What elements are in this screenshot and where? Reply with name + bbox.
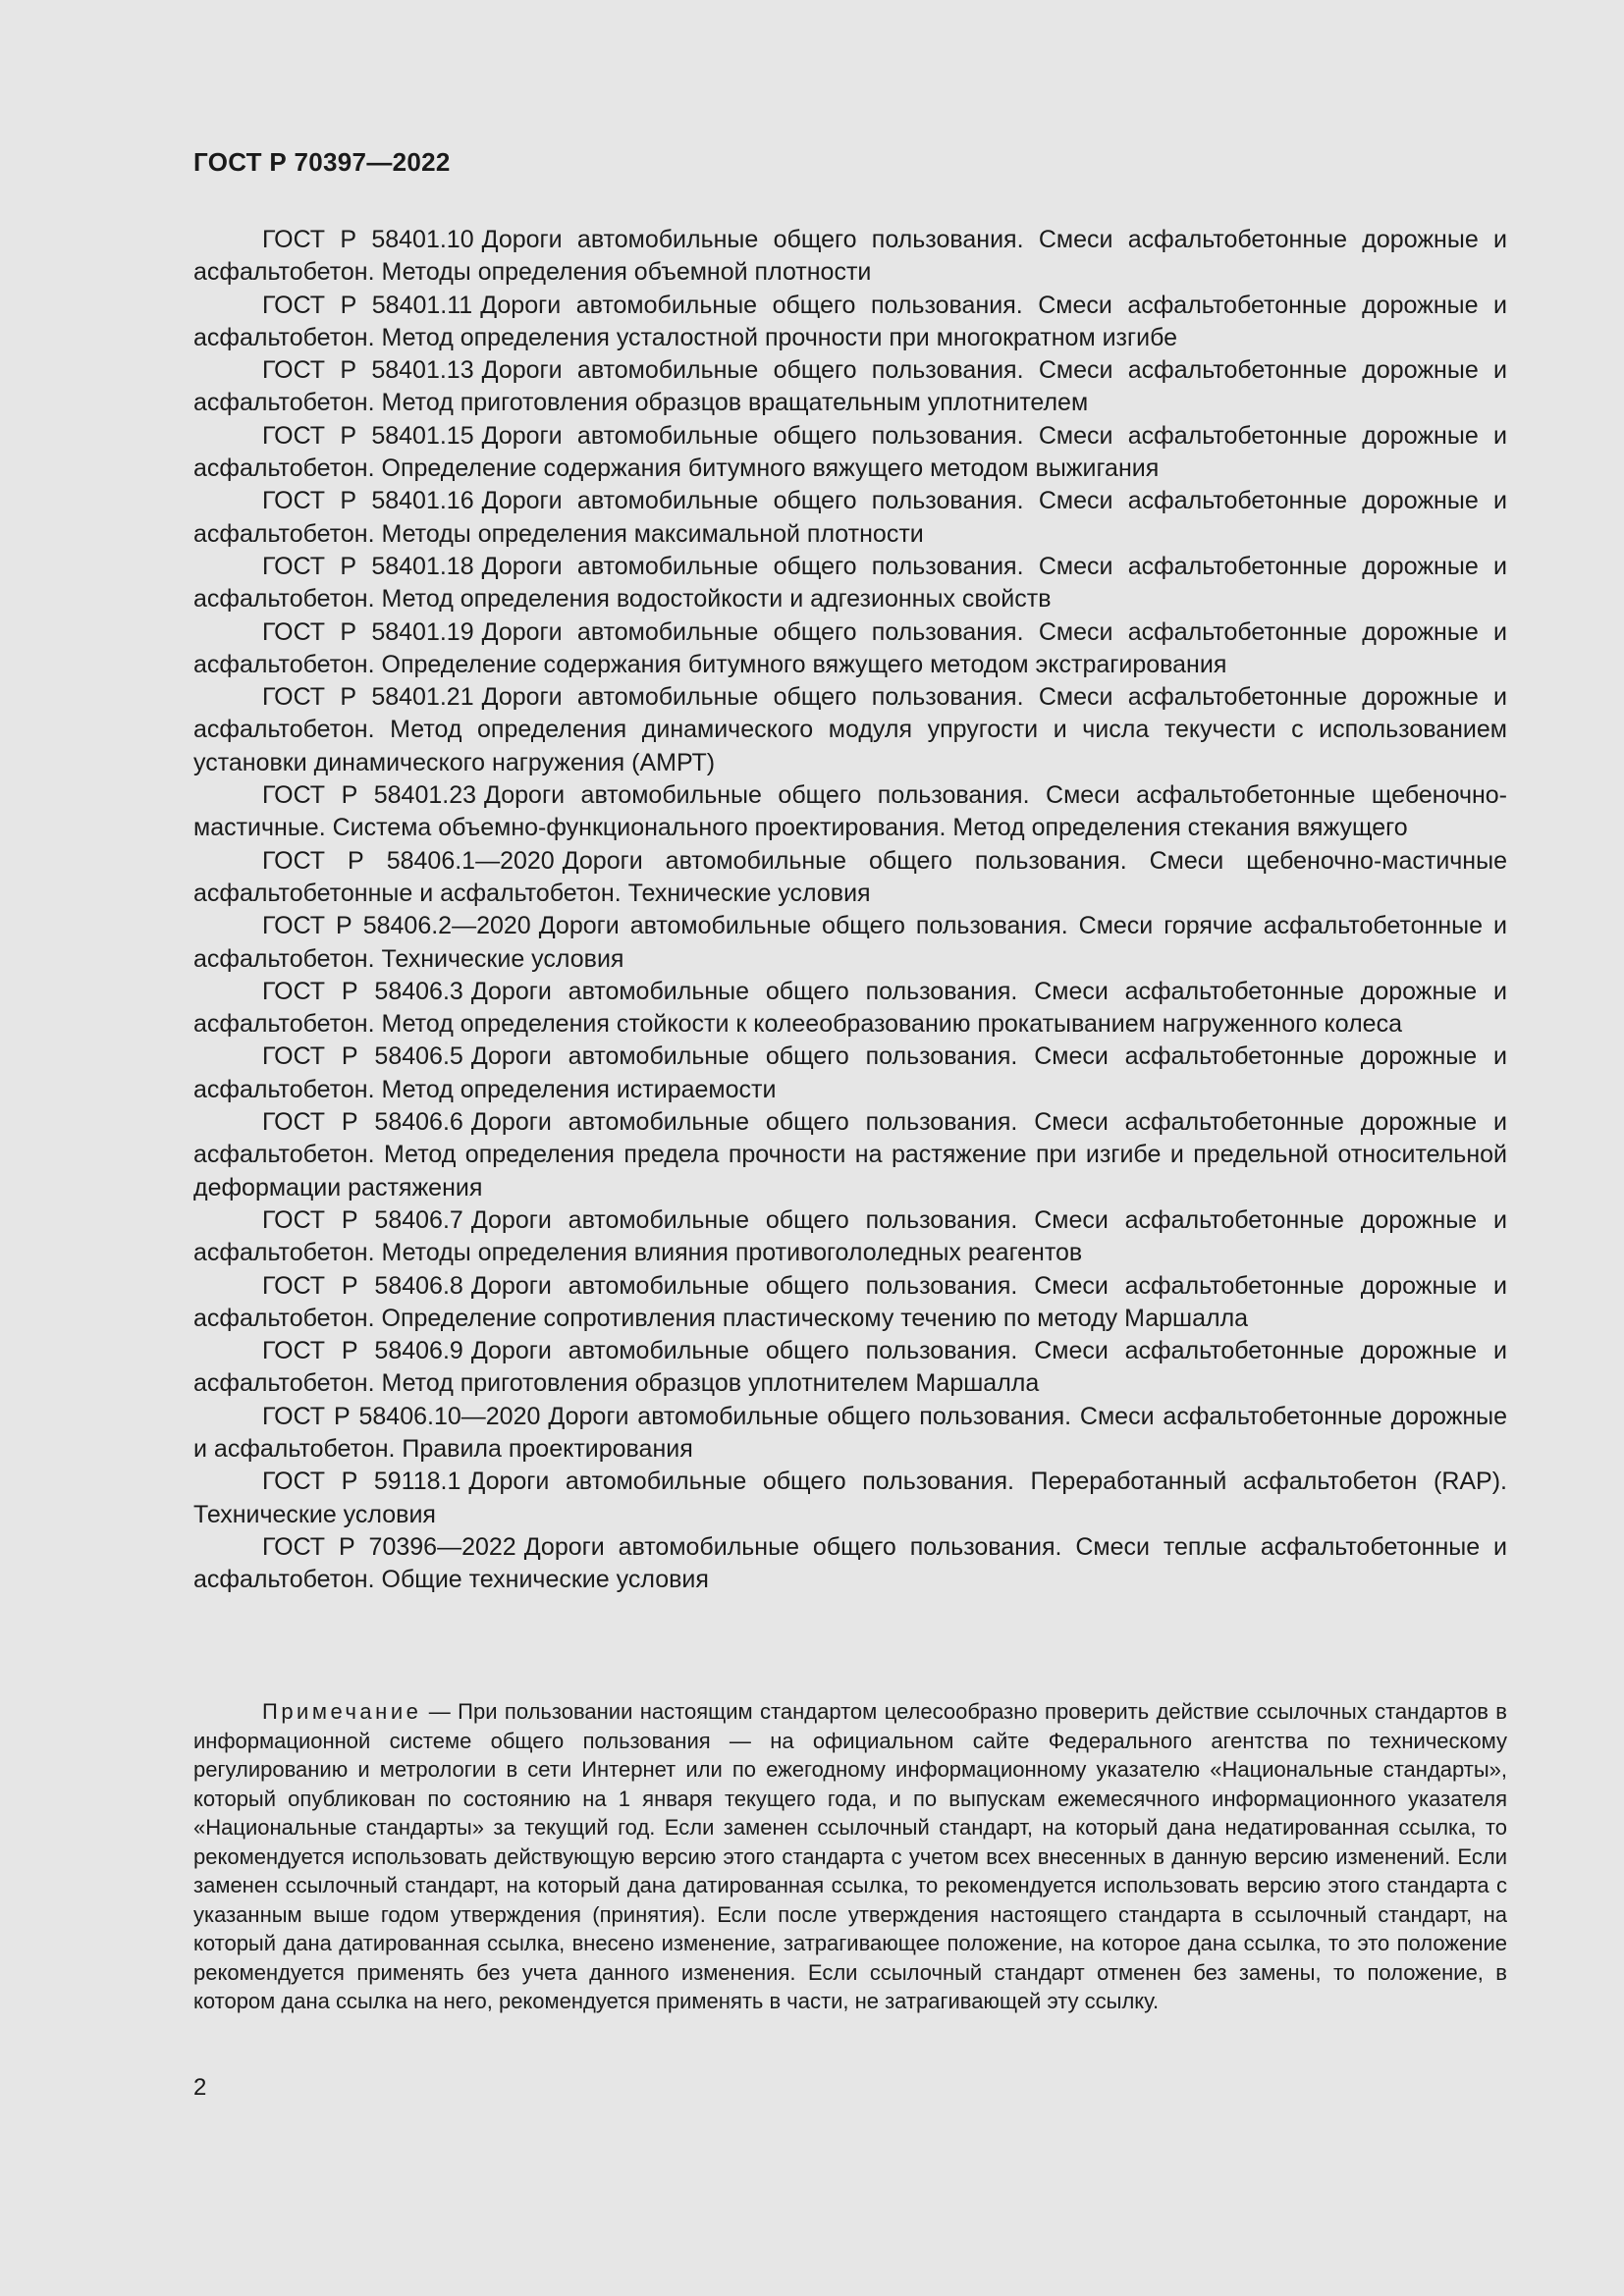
reference-item bbox=[193, 1041, 1507, 1106]
reference-item bbox=[193, 1401, 1507, 1467]
reference-title: Дороги автомобильные общего пользования. Смеси асфальтобетонные щебеночно-мастичные. Система объемно-функционального проектирования. Метод определения стекания вяжущего bbox=[193, 781, 1508, 842]
note-label: Примечание bbox=[262, 1699, 422, 1724]
reference-code: ГОСТ Р 58401.21 bbox=[262, 683, 474, 712]
reference-title: Дороги автомобильные общего пользования. Смеси асфальтобетонные дорожные и асфальтобетон. Метод определения динамического модуля упругости и числа текучести с использованием установки динамического нагружения (АМРТ) bbox=[193, 683, 1507, 776]
reference-item bbox=[193, 1270, 1507, 1336]
reference-code: ГОСТ Р 58401.15 bbox=[262, 421, 474, 450]
reference-item bbox=[193, 420, 1507, 486]
reference-code: ГОСТ Р 58406.10—2020 bbox=[262, 1402, 541, 1430]
reference-code: ГОСТ Р 58401.23 bbox=[262, 781, 477, 810]
reference-code: ГОСТ Р 58406.7 bbox=[262, 1205, 463, 1234]
reference-code: ГОСТ Р 58406.2—2020 bbox=[262, 912, 531, 940]
reference-item bbox=[193, 976, 1507, 1041]
reference-code: ГОСТ Р 70396—2022 bbox=[262, 1532, 516, 1561]
reference-item bbox=[193, 845, 1507, 911]
reference-title: Дороги автомобильные общего пользования. Смеси асфальтобетонные дорожные и асфальтобетон. Определение сопротивления пластическому течению по методу Маршалла bbox=[193, 1271, 1507, 1332]
reference-code: ГОСТ Р 58406.6 bbox=[262, 1108, 463, 1137]
normative-references-list bbox=[193, 224, 1507, 1596]
reference-item bbox=[193, 354, 1507, 420]
note-paragraph bbox=[193, 1697, 1507, 2016]
reference-item bbox=[193, 681, 1507, 779]
reference-title: Дороги автомобильные общего пользования. Переработанный асфальтобетон (RAP). Технические условия bbox=[193, 1468, 1508, 1528]
reference-item bbox=[193, 1204, 1507, 1270]
reference-title: Дороги автомобильные общего пользования. Смеси асфальтобетонные дорожные и асфальтобетон. Метод определения истираемости bbox=[193, 1042, 1507, 1103]
reference-item bbox=[193, 1106, 1507, 1204]
reference-title: Дороги автомобильные общего пользования. Смеси асфальтобетонные дорожные и асфальтобетон. Метод определения водостойкости и адгезионных свойств bbox=[193, 552, 1507, 614]
reference-item bbox=[193, 779, 1507, 845]
reference-code: ГОСТ Р 58401.18 bbox=[262, 552, 474, 580]
reference-item bbox=[193, 910, 1507, 976]
reference-item bbox=[193, 551, 1507, 616]
reference-title: Дороги автомобильные общего пользования. Смеси горячие асфальтобетонные и асфальтобетон. Технические условия bbox=[193, 912, 1507, 973]
reference-code: ГОСТ Р 58401.11 bbox=[262, 291, 473, 319]
reference-title: Дороги автомобильные общего пользования. Смеси асфальтобетонные дорожные и асфальтобетон. Метод определения усталостной прочности при многократном изгибе bbox=[193, 291, 1508, 351]
reference-code: ГОСТ Р 58401.19 bbox=[262, 617, 474, 646]
reference-title: Дороги автомобильные общего пользования. Смеси асфальтобетонные дорожные и асфальтобетон. Определение содержания битумного вяжущего методом выжигания bbox=[193, 421, 1507, 483]
reference-code: ГОСТ Р 58406.1—2020 bbox=[262, 846, 555, 875]
reference-title: Дороги автомобильные общего пользования. Смеси асфальтобетонные дорожные и асфальтобетон. Метод определения предела прочности на растяжение при изгибе и предельной относительной деформации растяжения bbox=[193, 1108, 1507, 1201]
reference-item bbox=[193, 224, 1507, 290]
reference-code: ГОСТ Р 58406.3 bbox=[262, 977, 463, 1005]
reference-code: ГОСТ Р 58406.5 bbox=[262, 1042, 463, 1071]
reference-title: Дороги автомобильные общего пользования. Смеси асфальтобетонные дорожные и асфальтобетон. Метод приготовления образцов вращательным уплотнителем bbox=[193, 356, 1507, 417]
reference-title: Дороги автомобильные общего пользования. Смеси асфальтобетонные дорожные и асфальтобетон. Метод приготовления образцов уплотнителем Маршалла bbox=[193, 1337, 1507, 1398]
reference-code: ГОСТ Р 58406.9 bbox=[262, 1337, 463, 1365]
reference-code: ГОСТ Р 59118.1 bbox=[262, 1468, 461, 1496]
reference-item bbox=[193, 485, 1507, 551]
reference-title: Дороги автомобильные общего пользования. Смеси асфальтобетонные дорожные и асфальтобетон. Методы определения влияния противогололедных реагентов bbox=[193, 1205, 1507, 1267]
reference-title: Дороги автомобильные общего пользования. Смеси асфальтобетонные дорожные и асфальтобетон. Определение содержания битумного вяжущего методом экстрагирования bbox=[193, 617, 1507, 678]
reference-code: ГОСТ Р 58401.13 bbox=[262, 356, 474, 385]
reference-title: Дороги автомобильные общего пользования. Смеси теплые асфальтобетонные и асфальтобетон. Общие технические условия bbox=[193, 1532, 1507, 1594]
reference-item bbox=[193, 1531, 1507, 1597]
reference-title: Дороги автомобильные общего пользования. Смеси щебеночно-мастичные асфальтобетонные и асфальтобетон. Технические условия bbox=[193, 846, 1507, 907]
page-number: 2 bbox=[193, 2074, 207, 2101]
note-text: — При пользовании настоящим стандартом целесообразно проверить действие ссылочных стандартов в информационной системе общего пользования — на официальном сайте Федерального агентства по техническому регулированию и метрологии в сети Интернет или по ежегодному информационному указателю «Национальные стандарты», который опубликован по состоянию на 1 января текущего года, и по выпускам ежемесячного информационного указателя «Национальные стандарты» за текущий год. Если заменен ссылочный стандарт, на который дана недатированная ссылка, то рекомендуется использовать действующую версию этого стандарта с учетом всех внесенных в данную версию изменений. Если заменен ссылочный стандарт, на который дана датированная ссылка, то рекомендуется использовать версию этого стандарта с указанным выше годом утверждения (принятия). Если после утверждения настоящего стандарта в ссылочный стандарт, на который дана датированная ссылка, внесено изменение, затрагивающее положение, на которое дана ссылка, то это положение рекомендуется применять без учета данного изменения. Если ссылочный стандарт отменен без замены, то положение, в котором дана ссылка на него, рекомендуется применять в части, не затрагивающей эту ссылку. bbox=[193, 1699, 1507, 2013]
reference-item bbox=[193, 1335, 1507, 1401]
reference-code: ГОСТ Р 58406.8 bbox=[262, 1271, 463, 1300]
reference-item bbox=[193, 1466, 1507, 1531]
document-header-id: ГОСТ Р 70397—2022 bbox=[193, 147, 451, 177]
reference-item bbox=[193, 290, 1507, 355]
reference-title: Дороги автомобильные общего пользования. Смеси асфальтобетонные дорожные и асфальтобетон. Методы определения максимальной плотности bbox=[193, 487, 1507, 548]
reference-code: ГОСТ Р 58401.16 bbox=[262, 487, 474, 515]
reference-code: ГОСТ Р 58401.10 bbox=[262, 226, 474, 253]
reference-title: Дороги автомобильные общего пользования. Смеси асфальтобетонные дорожные и асфальтобетон. Правила проектирования bbox=[193, 1402, 1507, 1463]
reference-item bbox=[193, 616, 1507, 682]
reference-title: Дороги автомобильные общего пользования. Смеси асфальтобетонные дорожные и асфальтобетон. Методы определения объемной плотности bbox=[193, 226, 1507, 287]
reference-title: Дороги автомобильные общего пользования. Смеси асфальтобетонные дорожные и асфальтобетон. Метод определения стойкости к колееобразованию прокатыванием нагруженного колеса bbox=[193, 977, 1507, 1039]
